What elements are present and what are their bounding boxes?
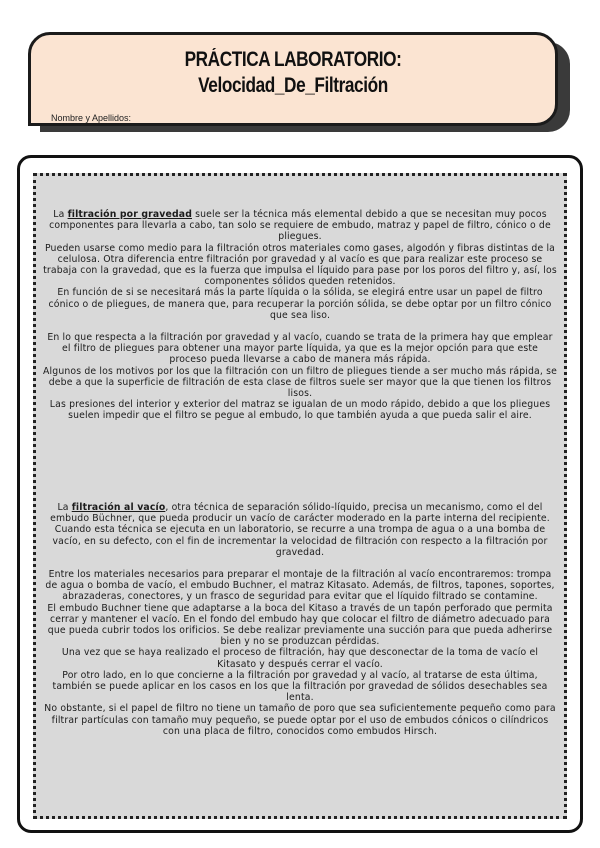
page-title [78, 47, 508, 99]
paragraph: No obstante, si el papel de filtro no tiene un tamaño de poro que sea suficientemente pequeño como para filtrar partículas con tamaño muy pequeño, se puede optar por el uso de embudos cónicos o cilíndricos con una placa de filtro, conocidos como embudos Hirsch. [44, 703, 556, 737]
paragraph: Entre los materiales necesarios para preparar el montaje de la filtración al vacío encontraremos: trompa de agua o bomba de vacío, el embudo Buchner, el matraz Kitasato. Además, de filtros, tapones, soportes, abrazaderas, conectores, y un frasco de seguridad para evitar que el líquido filtrado se contamine. [45, 569, 555, 603]
name-label: Nombre y Apellidos: [51, 113, 132, 123]
paragraph: Una vez que se haya realizado el proceso de filtración, hay que desconectar de la toma de vacío el Kitasato y después cerrar el vacío. [61, 647, 539, 670]
paragraph: Cuando esta técnica se ejecuta en un laboratorio, se recurre a una trompa de agua o a una bomba de vacío, en su defecto, con el fin de incrementar la velocidad de filtración con respecto a la filtración por gravedad. [52, 524, 548, 558]
spacer [42, 558, 558, 569]
section-vacuum-filtration [42, 502, 558, 737]
paragraph: En lo que respecta a la filtración por gravedad y al vacío, cuando se trata de la primera hay que emplear el filtro de pliegues para obtener una mayor parte líquida, ya que es la mejor opción para que este proceso pueda llevarse a cabo de manera más rápida. [47, 332, 553, 366]
text: , otra técnica de separación sólido-líquido, precisa un mecanismo, como el del embudo Büchner, que pueda producir un vacío de carácter moderado en la parte interna del recipiente. [50, 502, 550, 525]
section-gravity-filtration [42, 209, 558, 422]
spacer [42, 321, 558, 332]
header-card [28, 32, 558, 126]
paragraph [42, 502, 558, 524]
paragraph: Pueden usarse como medio para la filtración otros materiales como gases, algodón y fibras distintas de la celulosa. Otra diferencia entre filtración por gravedad y al vacío es que para realizar este proceso se trabaja con la gravedad, que es la fuerza que impulsa el líquido para pase por los poros del filtro y, así, los componentes sólidos queden retenidos. [43, 242, 557, 288]
paragraph: Por otro lado, en lo que concierne a la filtración por gravedad y al vacío, al tratarse de esta última, también se puede aplicar en los casos en los que la filtración por gravedad de sólidos desechables sea lenta. [52, 669, 548, 704]
text: suele ser la técnica más elemental debido a que se necesitan muy pocos componentes para llevarla a cabo, tan solo se requiere de embudo, matraz y papel de filtro, cónico o de pliegues. [49, 209, 551, 243]
paragraph: El embudo Buchner tiene que adaptarse a la boca del Kitaso a través de un tapón perforado que permita cerrar y mantener el vacío. En el fondo del embudo hay que colocar el filtro de diámetro adecuado para que pueda cubrir todos los orificios. Se debe realizar previamente una succión para que pueda adherirse bien y no se produzcan pérdidas. [47, 602, 553, 648]
title-line-1: PRÁCTICA LABORATORIO: [184, 48, 402, 71]
text: La [53, 209, 68, 220]
paragraph: Algunos de los motivos por los que la filtración con un filtro de pliegues tiende a ser mucho más rápida, se debe a que la superficie de filtración de esta clase de filtros suele ser mayor que la que tienen los filtros lisos. [43, 365, 557, 400]
content-panel [33, 173, 567, 819]
term-vacuum-filtration: filtración al vacío [71, 502, 166, 513]
paragraph: Las presiones del interior y exterior del matraz se igualan de un modo rápido, debido a que los pliegues suelen impedir que el filtro se pegue al embudo, lo que también ayuda a que pueda salir el aire. [49, 399, 551, 422]
title-line-2: Velocidad_De_Filtración [198, 74, 388, 97]
text: La [57, 502, 72, 513]
term-gravity-filtration: filtración por gravedad [67, 209, 192, 220]
paragraph [42, 209, 558, 243]
paragraph: En función de si se necesitará más la parte líquida o la sólida, se elegirá entre usar un papel de filtro cónico o de pliegues, de manera que, para recuperar la porción sólida, se debe optar por un filtro cónico que sea liso. [48, 287, 552, 321]
